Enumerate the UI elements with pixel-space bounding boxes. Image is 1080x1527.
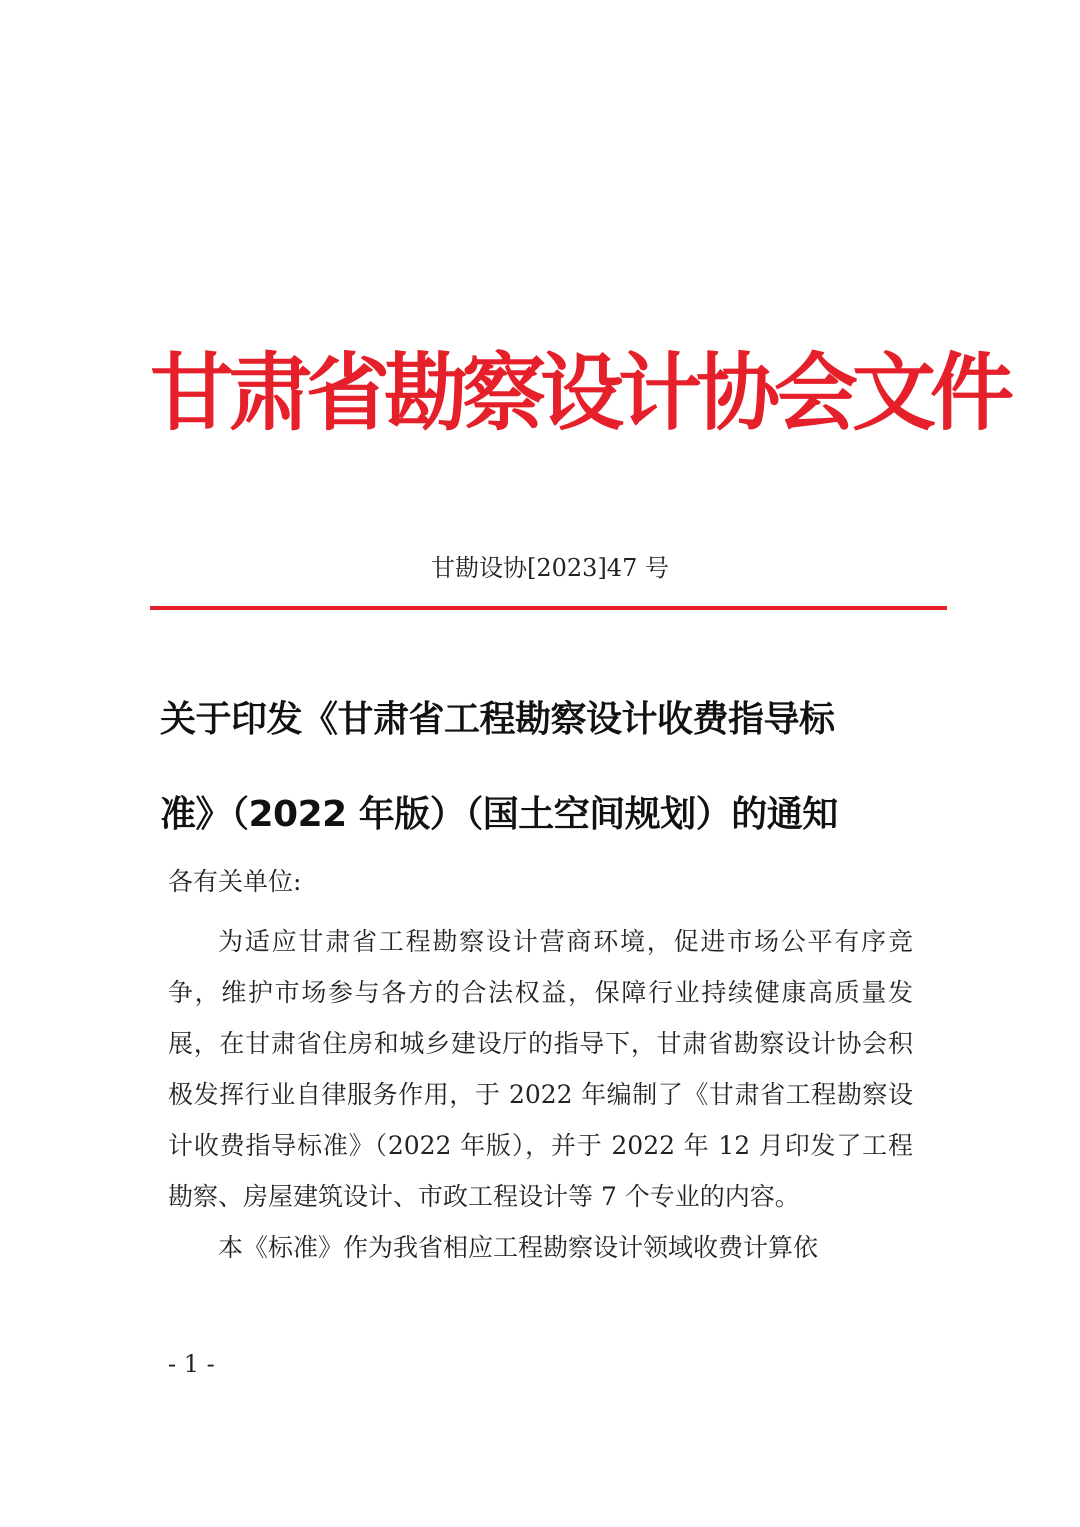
notice-title-line-2: 准》（2022 年版）（国土空间规划）的通知 xyxy=(160,794,838,835)
issuer-title: 甘肃省勘察设计协会文件 xyxy=(150,343,1009,442)
salutation: 各有关单位: xyxy=(168,867,302,896)
body-paragraph-1: 为适应甘肃省工程勘察设计营商环境，促进市场公平有序竞争，维护市场参与各方的合法权益，保障行业持续健康高质量发展，在甘肃省住房和城乡建设厅的指导下，甘肃省勘察设计协会积极发挥行业自律服务作用，于 2022 年编制了《甘肃省工程勘察设计收费指导标准》（2022 年版），并于 2022 年 12 月印发了工程勘察、房屋建筑设计、市政工程设计等 7 个专业的内容。 xyxy=(168,927,913,1211)
notice-title-line-1: 关于印发《甘肃省工程勘察设计收费指导标 xyxy=(160,699,835,740)
body-text xyxy=(168,856,913,1273)
document-number: 甘勘设协[2023]47 号 xyxy=(431,554,669,582)
body-paragraph-2: 本《标准》作为我省相应工程勘察设计领域收费计算依 xyxy=(218,1233,819,1262)
page-number: - 1 - xyxy=(168,1350,215,1378)
notice-title xyxy=(160,672,950,862)
red-divider-line xyxy=(150,606,947,610)
